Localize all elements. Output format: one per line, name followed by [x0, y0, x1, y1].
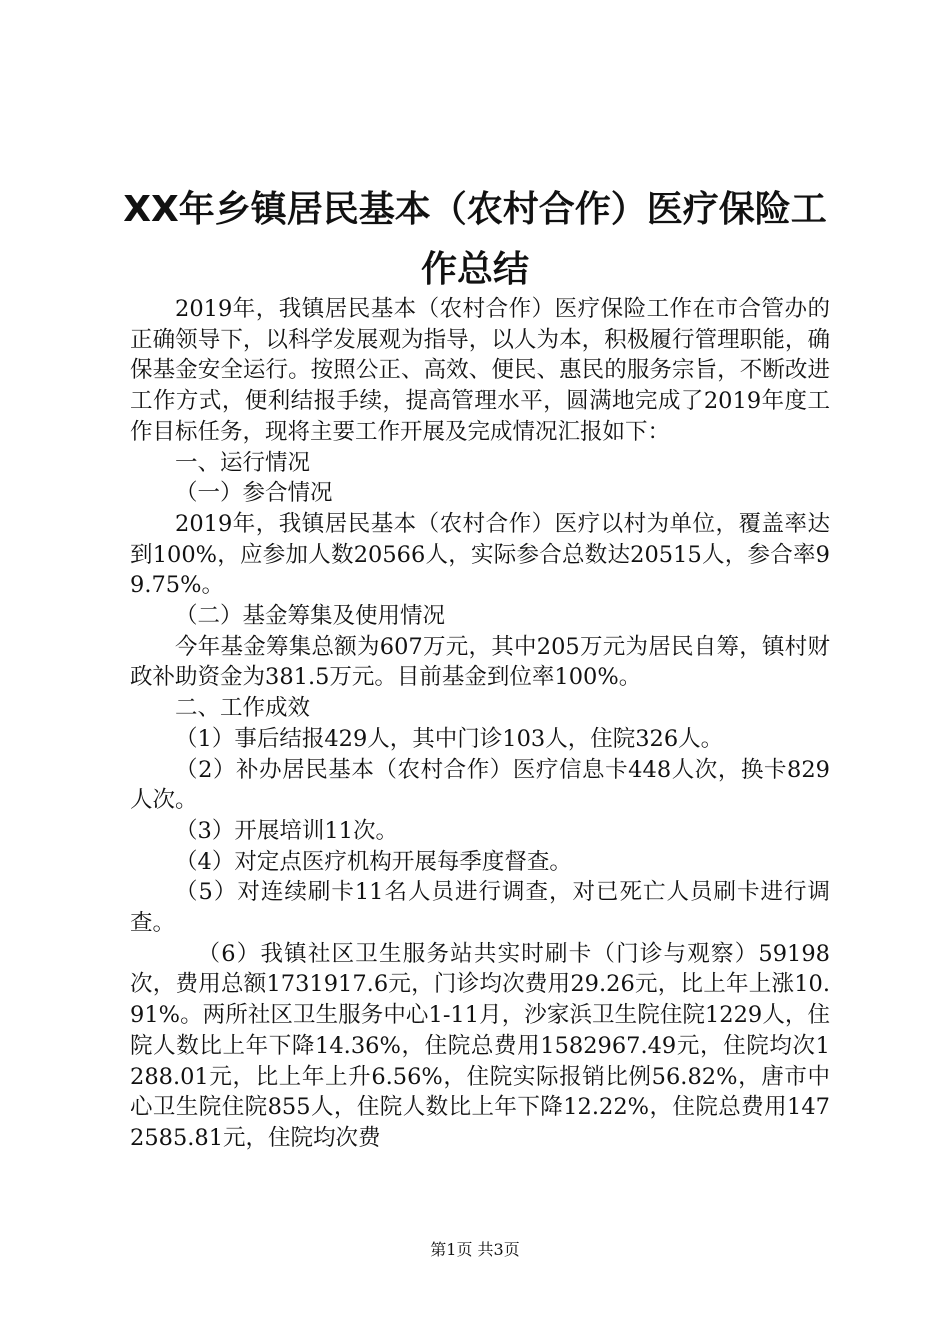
- result-item-4: （4）对定点医疗机构开展每季度督查。: [175, 848, 572, 875]
- intro-paragraph: 2019年，我镇居民基本（农村合作）医疗保险工作在市合管办的正确领导下，以科学发展观为指导，以人为本，积极履行管理职能，确保基金安全运行。按照公正、高效、便民、惠民的服务宗旨，不断改进工作方式，便利结报手续，提高管理水平，圆满地完成了2019年度工作目标任务，现将主要工作开展及完成情况汇报如下：: [130, 296, 830, 445]
- document-title-line-1: XX年乡镇居民基本（农村合作）医疗保险工: [123, 189, 827, 230]
- subsection-heading-enrollment: （一）参合情况: [175, 480, 333, 507]
- fund-paragraph: 今年基金筹集总额为607万元，其中205万元为居民自筹，镇村财政补助资金为381.5万元。目前基金到位率100%。: [130, 633, 830, 691]
- section-heading-results: 二、工作成效: [175, 695, 311, 722]
- document-title-line-2: 作总结: [420, 249, 529, 290]
- result-item-1: （1）事后结报429人，其中门诊103人，住院326人。: [175, 725, 724, 752]
- result-item-3: （3）开展培训11次。: [175, 817, 398, 844]
- section-heading-operation: 一、运行情况: [175, 449, 311, 476]
- page-footer: 第1页 共3页: [430, 1240, 520, 1259]
- result-item-2: （2）补办居民基本（农村合作）医疗信息卡448人次，换卡829人次。: [130, 756, 830, 814]
- result-item-5: （5）对连续刷卡11名人员进行调查，对已死亡人员刷卡进行调查。: [130, 879, 830, 937]
- document-body: [130, 294, 830, 1154]
- result-item-6: （6）我镇社区卫生服务站共实时刷卡（门诊与观察）59198次，费用总额1731917.6元，门诊均次费用29.26元，比上年上涨10.91%。两所社区卫生服务中心1-11月，沙家浜卫生院住院1229人，住院人数比上年下降14.36%，住院总费用1582967.49元，住院均次1288.01元，比上年上升6.56%，住院实际报销比例56.82%，唐市中心卫生院住院855人，住院人数比上年下降12.22%，住院总费用1472585.81元，住院均次费: [130, 940, 830, 1151]
- subsection-heading-fund: （二）基金筹集及使用情况: [175, 603, 446, 630]
- enrollment-paragraph: 2019年，我镇居民基本（农村合作）医疗以村为单位，覆盖率达到100%，应参加人数20566人，实际参合总数达20515人，参合率99.75%。: [130, 510, 830, 599]
